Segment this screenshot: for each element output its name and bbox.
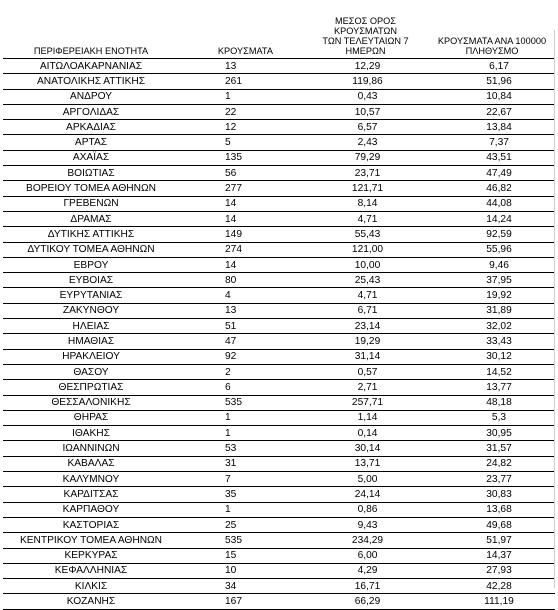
per-100000-cell: 47,49 bbox=[429, 166, 555, 181]
cases-cell: 56 bbox=[179, 166, 298, 181]
region-cell: ΑΡΤΑΣ bbox=[3, 135, 179, 150]
avg-cell: 0,14 bbox=[298, 426, 429, 441]
cases-cell: 6 bbox=[179, 380, 298, 395]
cases-table bbox=[3, 16, 555, 610]
avg-cell: 0,43 bbox=[298, 89, 429, 104]
table-row bbox=[3, 533, 555, 548]
region-cell: ΑΧΑΪΑΣ bbox=[3, 150, 179, 165]
cases-cell: 12 bbox=[179, 120, 298, 135]
per-100000-cell: 30,95 bbox=[429, 426, 555, 441]
cases-cell: 1 bbox=[179, 426, 298, 441]
cases-cell: 22 bbox=[179, 104, 298, 119]
per-100000-cell: 13,84 bbox=[429, 120, 555, 135]
per-100000-cell: 33,43 bbox=[429, 334, 555, 349]
table-row bbox=[3, 441, 555, 456]
cases-cell: 15 bbox=[179, 548, 298, 563]
avg-cell: 23,71 bbox=[298, 166, 429, 181]
avg-cell: 10,57 bbox=[298, 104, 429, 119]
region-cell: ΙΩΑΝΝΙΝΩΝ bbox=[3, 441, 179, 456]
cases-cell: 7 bbox=[179, 472, 298, 487]
avg-cell: 121,71 bbox=[298, 181, 429, 196]
table-row bbox=[3, 257, 555, 272]
region-cell: ΘΕΣΣΑΛΟΝΙΚΗΣ bbox=[3, 395, 179, 410]
avg-cell: 31,14 bbox=[298, 349, 429, 364]
cases-cell: 13 bbox=[179, 59, 298, 74]
avg-cell: 0,86 bbox=[298, 502, 429, 517]
table-row bbox=[3, 517, 555, 532]
cases-cell: 1 bbox=[179, 410, 298, 425]
table-row bbox=[3, 135, 555, 150]
cases-cell: 35 bbox=[179, 487, 298, 502]
table-row bbox=[3, 104, 555, 119]
cases-cell: 2 bbox=[179, 364, 298, 379]
region-cell: ΚΙΛΚΙΣ bbox=[3, 579, 179, 594]
table-row bbox=[3, 364, 555, 379]
per-100000-cell: 44,08 bbox=[429, 196, 555, 211]
region-cell: ΚΕΝΤΡΙΚΟΥ ΤΟΜΕΑ ΑΘΗΝΩΝ bbox=[3, 533, 179, 548]
per-100000-cell: 55,96 bbox=[429, 242, 555, 257]
avg-cell: 6,71 bbox=[298, 303, 429, 318]
avg-cell: 234,29 bbox=[298, 533, 429, 548]
header-avg-line-1: ΜΕΣΟΣ ΟΡΟΣ ΚΡΟΥΣΜΑΤΩΝ bbox=[334, 16, 397, 36]
cases-cell: 149 bbox=[179, 227, 298, 242]
per-100000-cell: 6,17 bbox=[429, 59, 555, 74]
avg-cell: 9,43 bbox=[298, 517, 429, 532]
region-cell: ΚΕΦΑΛΛΗΝΙΑΣ bbox=[3, 563, 179, 578]
region-cell: ΚΕΡΚΥΡΑΣ bbox=[3, 548, 179, 563]
cases-cell: 1 bbox=[179, 502, 298, 517]
table-row bbox=[3, 472, 555, 487]
per-100000-cell: 92,59 bbox=[429, 227, 555, 242]
region-cell: ΗΜΑΘΙΑΣ bbox=[3, 334, 179, 349]
avg-cell: 4,71 bbox=[298, 288, 429, 303]
per-100000-cell: 31,57 bbox=[429, 441, 555, 456]
cases-cell: 14 bbox=[179, 257, 298, 272]
cases-cell: 13 bbox=[179, 303, 298, 318]
avg-cell: 24,14 bbox=[298, 487, 429, 502]
table-row bbox=[3, 150, 555, 165]
table-row bbox=[3, 211, 555, 226]
avg-cell: 66,29 bbox=[298, 594, 429, 609]
cases-cell: 31 bbox=[179, 456, 298, 471]
avg-cell: 19,29 bbox=[298, 334, 429, 349]
cases-cell: 167 bbox=[179, 594, 298, 609]
cases-cell: 4 bbox=[179, 288, 298, 303]
table-row bbox=[3, 334, 555, 349]
table-row bbox=[3, 227, 555, 242]
per-100000-cell: 9,46 bbox=[429, 257, 555, 272]
avg-cell: 1,14 bbox=[298, 410, 429, 425]
table-row bbox=[3, 579, 555, 594]
region-cell: ΘΗΡΑΣ bbox=[3, 410, 179, 425]
avg-cell: 55,43 bbox=[298, 227, 429, 242]
table-header-row bbox=[3, 16, 555, 59]
region-cell: ΚΑΛΥΜΝΟΥ bbox=[3, 472, 179, 487]
per-100000-cell: 22,67 bbox=[429, 104, 555, 119]
per-100000-cell: 48,18 bbox=[429, 395, 555, 410]
table-row bbox=[3, 502, 555, 517]
avg-cell: 6,57 bbox=[298, 120, 429, 135]
table-row bbox=[3, 89, 555, 104]
region-cell: ΗΡΑΚΛΕΙΟΥ bbox=[3, 349, 179, 364]
per-100000-cell: 10,84 bbox=[429, 89, 555, 104]
cases-cell: 277 bbox=[179, 181, 298, 196]
avg-cell: 12,29 bbox=[298, 59, 429, 74]
table-row bbox=[3, 166, 555, 181]
region-cell: ΕΥΡΥΤΑΝΙΑΣ bbox=[3, 288, 179, 303]
per-100000-cell: 111,19 bbox=[429, 594, 555, 609]
region-cell: ΓΡΕΒΕΝΩΝ bbox=[3, 196, 179, 211]
region-cell: ΒΟΙΩΤΙΑΣ bbox=[3, 166, 179, 181]
avg-cell: 4,29 bbox=[298, 563, 429, 578]
per-100000-cell: 13,77 bbox=[429, 380, 555, 395]
table-row bbox=[3, 196, 555, 211]
per-100000-cell: 30,83 bbox=[429, 487, 555, 502]
table-row bbox=[3, 563, 555, 578]
table-row bbox=[3, 74, 555, 89]
avg-cell: 25,43 bbox=[298, 273, 429, 288]
header-avg-line-3: ΗΜΕΡΩΝ bbox=[345, 46, 386, 56]
cases-cell: 14 bbox=[179, 211, 298, 226]
avg-cell: 2,43 bbox=[298, 135, 429, 150]
per-100000-cell: 14,52 bbox=[429, 364, 555, 379]
avg-cell: 8,14 bbox=[298, 196, 429, 211]
header-region: ΠΕΡΙΦΕΡΕΙΑΚΗ ΕΝΟΤΗΤΑ bbox=[3, 16, 179, 59]
per-100000-cell: 42,28 bbox=[429, 579, 555, 594]
avg-cell: 30,14 bbox=[298, 441, 429, 456]
avg-cell: 121,00 bbox=[298, 242, 429, 257]
region-cell: ΘΑΣΟΥ bbox=[3, 364, 179, 379]
table-row bbox=[3, 319, 555, 334]
per-100000-cell: 43,51 bbox=[429, 150, 555, 165]
avg-cell: 79,29 bbox=[298, 150, 429, 165]
cases-table-sheet bbox=[3, 16, 555, 610]
region-cell: ΚΑΣΤΟΡΙΑΣ bbox=[3, 517, 179, 532]
cases-cell: 34 bbox=[179, 579, 298, 594]
per-100000-cell: 27,93 bbox=[429, 563, 555, 578]
table-row bbox=[3, 410, 555, 425]
cases-cell: 92 bbox=[179, 349, 298, 364]
region-cell: ΑΝΑΤΟΛΙΚΗΣ ΑΤΤΙΚΗΣ bbox=[3, 74, 179, 89]
table-row bbox=[3, 456, 555, 471]
region-cell: ΑΝΔΡΟΥ bbox=[3, 89, 179, 104]
region-cell: ΑΡΓΟΛΙΔΑΣ bbox=[3, 104, 179, 119]
avg-cell: 23,14 bbox=[298, 319, 429, 334]
avg-cell: 10,00 bbox=[298, 257, 429, 272]
per-100000-cell: 7,37 bbox=[429, 135, 555, 150]
per-100000-cell: 49,68 bbox=[429, 517, 555, 532]
cases-cell: 53 bbox=[179, 441, 298, 456]
region-cell: ΘΕΣΠΡΩΤΙΑΣ bbox=[3, 380, 179, 395]
table-row bbox=[3, 395, 555, 410]
per-100000-cell: 13,68 bbox=[429, 502, 555, 517]
cases-cell: 261 bbox=[179, 74, 298, 89]
per-100000-cell: 51,97 bbox=[429, 533, 555, 548]
region-cell: ΔΡΑΜΑΣ bbox=[3, 211, 179, 226]
avg-cell: 0,57 bbox=[298, 364, 429, 379]
cases-cell: 25 bbox=[179, 517, 298, 532]
cases-cell: 1 bbox=[179, 89, 298, 104]
cases-cell: 14 bbox=[179, 196, 298, 211]
table-body bbox=[3, 59, 555, 610]
region-cell: ΚΑΡΠΑΘΟΥ bbox=[3, 502, 179, 517]
header-cases: ΚΡΟΥΣΜΑΤΑ bbox=[179, 16, 298, 59]
table-row bbox=[3, 288, 555, 303]
table-row bbox=[3, 59, 555, 74]
table-row bbox=[3, 426, 555, 441]
region-cell: ΖΑΚΥΝΘΟΥ bbox=[3, 303, 179, 318]
avg-cell: 257,71 bbox=[298, 395, 429, 410]
header-per-line-1: ΚΡΟΥΣΜΑΤΑ ΑΝΑ 100000 bbox=[437, 36, 547, 46]
per-100000-cell: 23,77 bbox=[429, 472, 555, 487]
per-100000-cell: 14,24 bbox=[429, 211, 555, 226]
region-cell: ΔΥΤΙΚΟΥ ΤΟΜΕΑ ΑΘΗΝΩΝ bbox=[3, 242, 179, 257]
per-100000-cell: 14,37 bbox=[429, 548, 555, 563]
per-100000-cell: 51,96 bbox=[429, 74, 555, 89]
region-cell: ΒΟΡΕΙΟΥ ΤΟΜΕΑ ΑΘΗΝΩΝ bbox=[3, 181, 179, 196]
cases-cell: 535 bbox=[179, 395, 298, 410]
per-100000-cell: 32,02 bbox=[429, 319, 555, 334]
table-row bbox=[3, 181, 555, 196]
cases-cell: 10 bbox=[179, 563, 298, 578]
region-cell: ΕΥΒΟΙΑΣ bbox=[3, 273, 179, 288]
region-cell: ΑΡΚΑΔΙΑΣ bbox=[3, 120, 179, 135]
region-cell: ΕΒΡΟΥ bbox=[3, 257, 179, 272]
per-100000-cell: 19,92 bbox=[429, 288, 555, 303]
per-100000-cell: 31,89 bbox=[429, 303, 555, 318]
region-cell: ΚΟΖΑΝΗΣ bbox=[3, 594, 179, 609]
region-cell: ΗΛΕΙΑΣ bbox=[3, 319, 179, 334]
header-per-100000 bbox=[429, 16, 555, 59]
table-row bbox=[3, 380, 555, 395]
region-cell: ΚΑΒΑΛΑΣ bbox=[3, 456, 179, 471]
table-row bbox=[3, 487, 555, 502]
header-avg-7-days bbox=[298, 16, 429, 59]
avg-cell: 2,71 bbox=[298, 380, 429, 395]
cases-cell: 5 bbox=[179, 135, 298, 150]
region-cell: ΙΘΑΚΗΣ bbox=[3, 426, 179, 441]
avg-cell: 4,71 bbox=[298, 211, 429, 226]
per-100000-cell: 5,3 bbox=[429, 410, 555, 425]
region-cell: ΚΑΡΔΙΤΣΑΣ bbox=[3, 487, 179, 502]
header-avg-line-2: ΤΩΝ ΤΕΛΕΥΤΑΙΩΝ 7 bbox=[322, 36, 409, 46]
avg-cell: 13,71 bbox=[298, 456, 429, 471]
table-row bbox=[3, 273, 555, 288]
per-100000-cell: 46,82 bbox=[429, 181, 555, 196]
per-100000-cell: 24,82 bbox=[429, 456, 555, 471]
table-row bbox=[3, 594, 555, 609]
cases-cell: 80 bbox=[179, 273, 298, 288]
cases-cell: 135 bbox=[179, 150, 298, 165]
cases-cell: 274 bbox=[179, 242, 298, 257]
avg-cell: 119,86 bbox=[298, 74, 429, 89]
region-cell: ΔΥΤΙΚΗΣ ΑΤΤΙΚΗΣ bbox=[3, 227, 179, 242]
cases-cell: 535 bbox=[179, 533, 298, 548]
column-divider bbox=[554, 30, 555, 588]
cases-cell: 51 bbox=[179, 319, 298, 334]
avg-cell: 16,71 bbox=[298, 579, 429, 594]
avg-cell: 6,00 bbox=[298, 548, 429, 563]
per-100000-cell: 30,12 bbox=[429, 349, 555, 364]
region-cell: ΑΙΤΩΛΟΑΚΑΡΝΑΝΙΑΣ bbox=[3, 59, 179, 74]
table-row bbox=[3, 349, 555, 364]
table-row bbox=[3, 242, 555, 257]
per-100000-cell: 37,95 bbox=[429, 273, 555, 288]
avg-cell: 5,00 bbox=[298, 472, 429, 487]
table-row bbox=[3, 120, 555, 135]
table-row bbox=[3, 548, 555, 563]
cases-cell: 47 bbox=[179, 334, 298, 349]
header-per-line-2: ΠΛΗΘΥΣΜΟ bbox=[465, 46, 519, 56]
table-row bbox=[3, 303, 555, 318]
